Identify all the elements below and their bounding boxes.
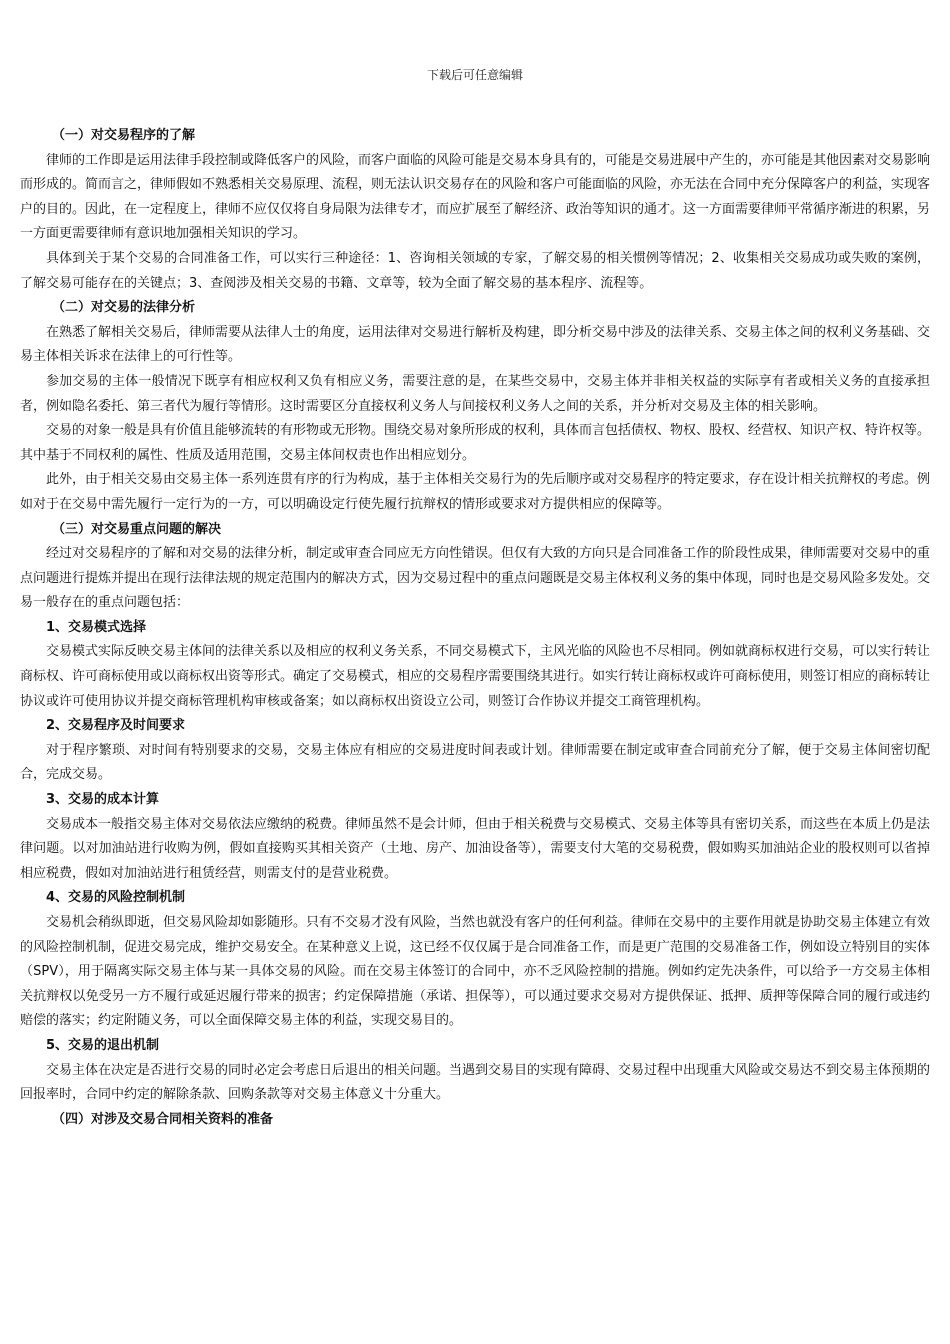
section-heading-3: （三）对交易重点问题的解决 [52,521,222,537]
subheading-1: 1、交易模式选择 [46,619,147,635]
document-body [20,124,930,1132]
section-heading-1: （一）对交易程序的了解 [52,128,196,143]
subheading-5: 5、交易的退出机制 [46,1037,160,1053]
paragraph: 在熟悉了解相关交易后，律师需要从法律人士的角度，运用法律对交易进行解析及构建，即分析交易中涉及的法律关系、交易主体之间的权利义务基础、交易主体相关诉求在法律上的可行性等。 [20,324,931,365]
paragraph: 此外，由于相关交易由交易主体一系列连贯有序的行为构成，基于主体相关交易行为的先后顺序或对交易程序的特定要求，存在设计相关抗辩权的考虑。例如对于在交易中需先履行一定行为的一方，可以明确设定行使先履行抗辩权的情形或要求对方提供相应的保障等。 [20,472,931,512]
subheading-2: 2、交易程序及时间要求 [46,718,186,734]
section-heading-2: （二）对交易的法律分析 [52,300,196,316]
paragraph: 律师的工作即是运用法律手段控制或降低客户的风险，而客户面临的风险可能是交易本身具有的，可能是交易进展中产生的，亦可能是其他因素对交易影响而形成的。简而言之，律师假如不熟悉相关交易原理、流程，则无法认识交易存在的风险和客户可能面临的风险，亦无法在合同中充分保障客户的利益，实现客户的目的。因此，在一定程度上，律师不应仅仅将自身局限为法律专才，而应扩展至了解经济、政治等知识的通才。这一方面需要律师平常循序渐进的积累，另一方面更需要律师有意识地加强相关知识的学习。 [20,152,931,242]
subheading-4: 4、交易的风险控制机制 [46,890,186,906]
section-heading-4: （四）对涉及交易合同相关资料的准备 [52,1111,274,1127]
paragraph: 经过对交易程序的了解和对交易的法律分析，制定或审查合同应无方向性错误。但仅有大致的方向只是合同准备工作的阶段性成果，律师需要对交易中的重点问题进行提炼并提出在现行法律法规的规定范围内的解决方式，因为交易过程中的重点问题既是交易主体权利义务的集中体现，同时也是交易风险多发处。交易一般存在的重点问题包括： [20,546,931,611]
paragraph: 交易成本一般指交易主体对交易依法应缴纳的税费。律师虽然不是会计师，但由于相关税费与交易模式、交易主体等具有密切关系，而这些在本质上仍是法律问题。以对加油站进行收购为例，假如直接购买其相关资产（土地、房产、加油设备等），需要支付大笔的交易税费，假如购买加油站企业的股权则可以省掉相应税费，假如对加油站进行租赁经营，则需支付的是营业税费。 [20,816,931,881]
page-header-note: 下载后可任意编辑 [426,68,523,82]
paragraph: 交易主体在决定是否进行交易的同时必定会考虑日后退出的相关问题。当遇到交易目的实现有障碍、交易过程中出现重大风险或交易达不到交易主体预期的回报率时，合同中约定的解除条款、回购条款等对交易主体意义十分重大。 [20,1062,931,1103]
subheading-3: 3、交易的成本计算 [46,792,160,808]
paragraph: 交易模式实际反映交易主体间的法律关系以及相应的权利义务关系，不同交易模式下，主风光临的风险也不尽相同。例如就商标权进行交易，可以实行转让商标权、许可商标使用或以商标权出资等形式。确定了交易模式，相应的交易程序需要围绕其进行。如实行转让商标权或许可商标使用，则签订相应的商标转让协议或许可使用协议并提交商标管理机构审核或备案；如以商标权出资设立公司，则签订合作协议并提交工商管理机构。 [20,644,931,709]
paragraph: 参加交易的主体一般情况下既享有相应权利又负有相应义务，需要注意的是，在某些交易中，交易主体并非相关权益的实际享有者或相关义务的直接承担者，例如隐名委托、第三者代为履行等情形。这时需要区分直接权利义务人与间接权利义务人之间的关系，并分析对交易及主体的相关影响。 [20,373,930,414]
paragraph: 交易机会稍纵即逝，但交易风险却如影随形。只有不交易才没有风险，当然也就没有客户的任何利益。律师在交易中的主要作用就是协助交易主体建立有效的风险控制机制，促进交易完成，维护交易安全。在某种意义上说，这已经不仅仅属于是合同准备工作，而是更广范围的交易准备工作，例如设立特别目的实体（SPV），用于隔离实际交易主体与某一具体交易的风险。而在交易主体签订的合同中，亦不乏风险控制的措施。例如约定先决条件，可以给予一方交易主体相关抗辩权以免受另一方不履行或延迟履行带来的损害；约定保障措施（承诺、担保等），可以通过要求交易对方提供保证、抵押、质押等保障合同的履行或违约赔偿的落实；约定附随义务，可以全面保障交易主体的利益，实现交易目的。 [20,915,931,1029]
paragraph: 交易的对象一般是具有价值且能够流转的有形物或无形物。围绕交易对象所形成的权利，具体而言包括债权、物权、股权、经营权、知识产权、特许权等。其中基于不同权利的属性、性质及适用范围，交易主体间权责也作出相应划分。 [20,423,931,463]
paragraph: 具体到关于某个交易的合同准备工作，可以实行三种途径：1、咨询相关领域的专家，了解交易的相关惯例等情况；2、收集相关交易成功或失败的案例，了解交易可能存在的关键点；3、查阅涉及相关交易的书籍、文章等，较为全面了解交易的基本程序、流程等。 [20,250,930,291]
paragraph: 对于程序繁琐、对时间有特别要求的交易，交易主体应有相应的交易进度时间表或计划。律师需要在制定或审查合同前充分了解，便于交易主体间密切配合，完成交易。 [20,742,930,783]
